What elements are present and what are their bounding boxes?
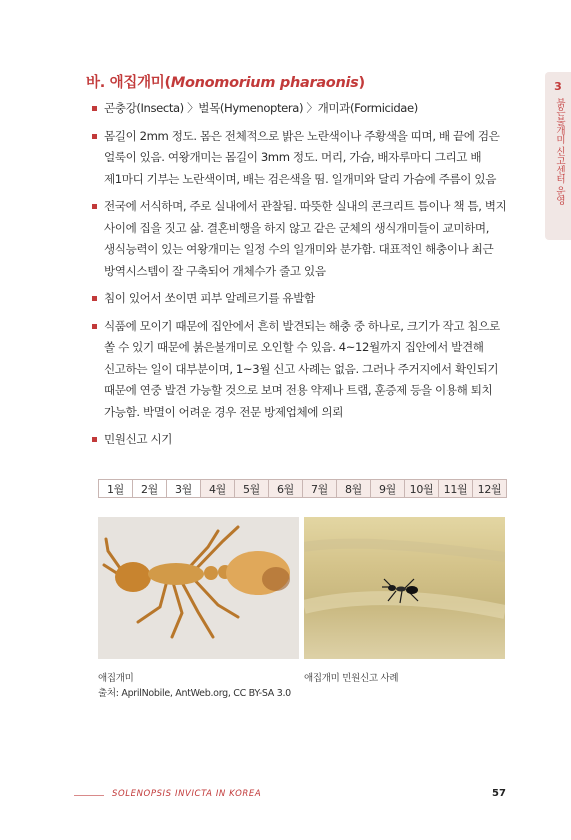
ant-specimen-illustration [98,517,299,659]
month-cell: 3월 [167,480,201,498]
page-number: 57 [492,788,506,799]
section-title [86,71,365,92]
bullet-household-pest: 식품에 모이기 때문에 집안에서 흔히 발견되는 해충 중 하나로, 크기가 작고 침으로 쏠 수 있기 때문에 붉은불개미로 오인할 수 있음. 4~12월까지 집안에서 발견해 신고하는 일이 대부분이며, 1~3월 신고 사례는 없음. 그러나 주거지에서 확인되기 때문에 연중 발견 가능할 것으로 보며 전용 약제나 트랩, 훈증제 등을 이용해 퇴치 가능함. 박멸이 어려운 경우 전문 방제업체에 의뢰 [92,316,510,424]
month-row [99,480,507,498]
bullet-report-period: 민원신고 시기 [92,429,510,451]
report-month-table [98,479,507,498]
bullet-habitat: 전국에 서식하며, 주로 실내에서 관찰됨. 따뜻한 실내의 콘크리트 틈이나 책 틈, 벽지 사이에 집을 짓고 삶. 결혼비행을 하지 않고 같은 군체의 생식개미들이 교미하며, 생식능력이 있는 여왕개미는 일정 수의 일개미와 분가함. 대표적인 해충이나 최근 방역시스템이 잘 구축되어 개체수가 줄고 있음 [92,196,510,282]
month-cell: 9월 [371,480,405,498]
month-cell: 4월 [201,480,235,498]
chapter-number: 3 [554,80,562,93]
report-case-photo [304,517,505,659]
photo2-caption: 애집개미 민원신고 사례 [304,673,399,684]
month-cell: 7월 [303,480,337,498]
bullet-list [92,98,510,457]
footer-rule [74,795,104,796]
month-cell: 5월 [235,480,269,498]
title-scientific-name: Monomorium pharaonis [170,75,359,91]
chapter-side-tab [545,72,571,240]
chapter-label: 붉은불개미 신고센터 운영 [554,98,565,205]
bullet-sting: 침이 있어서 쏘이면 피부 알레르기를 유발함 [92,288,510,310]
ant-on-surface-illustration [304,517,505,659]
title-prefix: 바. 애집개미( [86,75,171,91]
title-suffix: ) [358,75,365,91]
photo1-source: 출처: AprilNobile, AntWeb.org, CC BY-SA 3.0 [98,688,291,699]
photo1-caption: 애집개미 [98,673,134,684]
bullet-morphology: 몸길이 2mm 정도. 몸은 전체적으로 밝은 노란색이나 주황색을 띠며, 배 끝에 검은 얼룩이 있음. 여왕개미는 몸길이 3mm 정도. 머리, 가슴, 배자루마디 그리고 배 제1마디 기부는 노란색이며, 배는 검은색을 띰. 일개미와 달리 가슴에 주름이 있음 [92,126,510,191]
month-cell: 11월 [439,480,473,498]
footer-running-title: SOLENOPSIS INVICTA IN KOREA [112,789,262,799]
month-cell: 2월 [133,480,167,498]
month-cell: 10월 [405,480,439,498]
pharaoh-ant-specimen-photo [98,517,299,659]
month-cell: 1월 [99,480,133,498]
bullet-taxonomy: 곤충강(Insecta) 〉벌목(Hymenoptera) 〉개미과(Formicidae) [92,98,510,120]
month-cell: 8월 [337,480,371,498]
month-cell: 12월 [473,480,507,498]
month-cell: 6월 [269,480,303,498]
